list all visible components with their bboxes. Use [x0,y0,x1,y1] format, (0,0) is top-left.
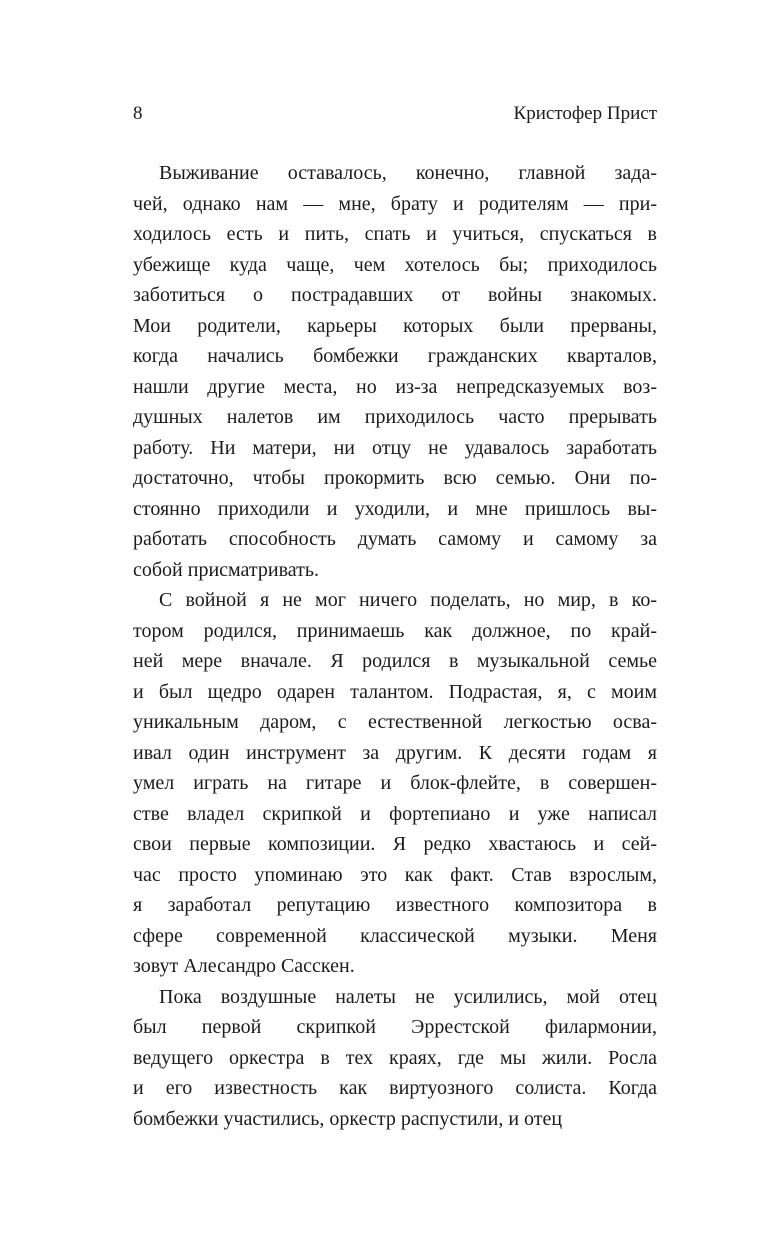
text-line: и был щедро одарен талантом. Подрастая, я, с моим [133,680,657,703]
text-line: ведущего оркестра в тех краях, где мы жили. Росла [133,1046,657,1069]
page-number: 8 [133,103,143,124]
text-line: Выживание оставалось, конечно, главной зада- [159,162,657,184]
text-line: был первой скрипкой Эррестской филармонии, [133,1016,657,1038]
page-body [133,158,657,1134]
paragraph [133,158,657,585]
text-line: бомбежки участились, оркестр распустили, и отец [133,1107,563,1130]
text-line: чей, однако нам — мне, брату и родителям — при- [133,192,657,215]
text-line: убежище куда чаще, чем хотелось бы; приходилось [133,253,657,276]
text-line: умел играть на гитаре и блок-флейте, в совершен- [133,772,657,794]
text-line: свои первые композиции. Я редко хвастаюсь и сей- [133,833,657,855]
text-line: я заработал репутацию известного композитора в [133,894,657,916]
text-line: работу. Ни матери, ни отцу не удавалось заработать [133,436,657,459]
text-line: стве владел скрипкой и фортепиано и уже написал [133,802,657,825]
text-line: и его известность как виртуозного солиста. Когда [133,1077,657,1099]
text-line: ней мере вначале. Я родился в музыкальной семье [133,650,657,672]
text-line: стоянно приходили и уходили, и мне пришлось вы- [133,497,657,520]
paragraph [133,982,657,1135]
text-line: час просто упоминаю это как факт. Став взрослым, [133,863,657,886]
running-header [133,102,657,126]
text-line: С войной я не мог ничего поделать, но мир, в ко- [159,589,657,611]
text-line: заботиться о пострадавших от войны знакомых. [133,284,657,306]
text-line: Мои родители, карьеры которых были прерваны, [133,314,657,337]
text-line: уникальным даром, с естественной легкостью осва- [133,711,657,733]
text-line: душных налетов им приходилось часто прерывать [133,406,657,428]
text-line: когда начались бомбежки гражданских кварталов, [133,345,657,367]
text-line: тором родился, принимаешь как должное, по край- [133,619,657,642]
paragraph [133,585,657,982]
text-line: собой присматривать. [133,558,320,581]
text-line: ходилось есть и пить, спать и учиться, спускаться в [133,223,657,245]
text-line: Пока воздушные налеты не усилились, мой отец [159,985,657,1008]
running-header-author: Кристофер Прист [513,103,657,124]
text-line: нашли другие места, но из-за непредсказуемых воз- [133,375,657,398]
text-line: сфере современной классической музыки. Меня [133,924,657,947]
text-line: достаточно, чтобы прокормить всю семью. Они по- [133,467,657,489]
text-line: ивал один инструмент за другим. К десяти годам я [133,741,657,764]
text-line: зовут Алесандро Сасскен. [133,955,355,977]
text-line: работать способность думать самому и самому за [133,528,657,550]
